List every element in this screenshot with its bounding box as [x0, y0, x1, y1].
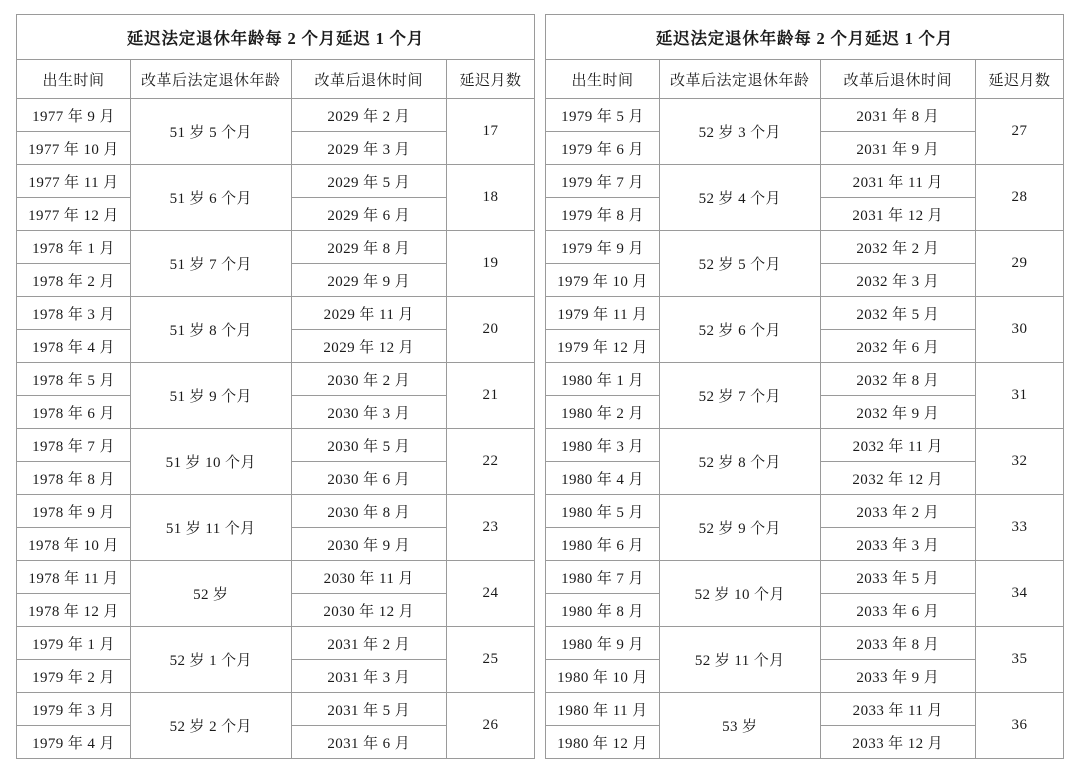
cell-retirement-date: 2029 年 2 月 — [291, 99, 446, 132]
table-row — [17, 429, 535, 462]
cell-retirement-date: 2031 年 2 月 — [291, 627, 446, 660]
cell-birth-date: 1980 年 5 月 — [546, 495, 660, 528]
table-row — [17, 99, 535, 132]
cell-retirement-date: 2030 年 9 月 — [291, 528, 446, 561]
table-row — [546, 495, 1064, 528]
cell-delay-months: 35 — [975, 627, 1063, 693]
cell-retirement-date: 2029 年 9 月 — [291, 264, 446, 297]
cell-delay-months: 26 — [446, 693, 534, 759]
cell-birth-date: 1978 年 12 月 — [17, 594, 131, 627]
cell-birth-date: 1978 年 6 月 — [17, 396, 131, 429]
cell-birth-date: 1979 年 7 月 — [546, 165, 660, 198]
cell-retirement-date: 2030 年 3 月 — [291, 396, 446, 429]
cell-retirement-age: 51 岁 8 个月 — [130, 297, 291, 363]
cell-retirement-age: 51 岁 9 个月 — [130, 363, 291, 429]
cell-retirement-age: 52 岁 1 个月 — [130, 627, 291, 693]
cell-retirement-date: 2032 年 8 月 — [820, 363, 975, 396]
column-header-retire-date: 改革后退休时间 — [820, 60, 975, 99]
cell-retirement-date: 2033 年 2 月 — [820, 495, 975, 528]
cell-retirement-age: 51 岁 11 个月 — [130, 495, 291, 561]
table-body-left — [17, 99, 535, 759]
table-row — [17, 495, 535, 528]
cell-retirement-date: 2033 年 9 月 — [820, 660, 975, 693]
cell-retirement-age: 52 岁 3 个月 — [659, 99, 820, 165]
cell-birth-date: 1979 年 11 月 — [546, 297, 660, 330]
table-row — [17, 297, 535, 330]
cell-retirement-age: 53 岁 — [659, 693, 820, 759]
retirement-table-left — [16, 14, 535, 759]
cell-retirement-date: 2033 年 11 月 — [820, 693, 975, 726]
cell-birth-date: 1978 年 5 月 — [17, 363, 131, 396]
cell-birth-date: 1979 年 5 月 — [546, 99, 660, 132]
table-title-row — [17, 15, 535, 60]
table-row — [17, 693, 535, 726]
table-head-left — [17, 15, 535, 99]
table-row — [17, 165, 535, 198]
table-row — [546, 99, 1064, 132]
cell-birth-date: 1978 年 8 月 — [17, 462, 131, 495]
cell-retirement-date: 2029 年 11 月 — [291, 297, 446, 330]
cell-birth-date: 1977 年 11 月 — [17, 165, 131, 198]
column-header-age: 改革后法定退休年龄 — [659, 60, 820, 99]
cell-delay-months: 27 — [975, 99, 1063, 165]
table-column-header-row — [546, 60, 1064, 99]
cell-retirement-age: 52 岁 11 个月 — [659, 627, 820, 693]
cell-delay-months: 32 — [975, 429, 1063, 495]
cell-retirement-date: 2032 年 6 月 — [820, 330, 975, 363]
retirement-table-left-wrap — [16, 14, 535, 756]
cell-retirement-date: 2030 年 11 月 — [291, 561, 446, 594]
table-row — [546, 297, 1064, 330]
table-row — [546, 363, 1064, 396]
cell-birth-date: 1979 年 1 月 — [17, 627, 131, 660]
cell-retirement-date: 2033 年 5 月 — [820, 561, 975, 594]
cell-retirement-date: 2031 年 11 月 — [820, 165, 975, 198]
cell-retirement-date: 2033 年 12 月 — [820, 726, 975, 759]
table-title: 延迟法定退休年龄每 2 个月延迟 1 个月 — [17, 15, 535, 60]
cell-delay-months: 20 — [446, 297, 534, 363]
cell-delay-months: 29 — [975, 231, 1063, 297]
cell-birth-date: 1979 年 12 月 — [546, 330, 660, 363]
cell-birth-date: 1979 年 2 月 — [17, 660, 131, 693]
cell-delay-months: 17 — [446, 99, 534, 165]
cell-retirement-age: 52 岁 — [130, 561, 291, 627]
cell-birth-date: 1979 年 9 月 — [546, 231, 660, 264]
cell-delay-months: 22 — [446, 429, 534, 495]
cell-retirement-date: 2029 年 12 月 — [291, 330, 446, 363]
cell-retirement-date: 2031 年 9 月 — [820, 132, 975, 165]
cell-birth-date: 1980 年 9 月 — [546, 627, 660, 660]
table-title-row — [546, 15, 1064, 60]
cell-delay-months: 24 — [446, 561, 534, 627]
table-column-header-row — [17, 60, 535, 99]
retirement-table-right — [545, 14, 1064, 759]
table-title: 延迟法定退休年龄每 2 个月延迟 1 个月 — [546, 15, 1064, 60]
cell-delay-months: 33 — [975, 495, 1063, 561]
cell-birth-date: 1979 年 6 月 — [546, 132, 660, 165]
cell-birth-date: 1980 年 10 月 — [546, 660, 660, 693]
table-row — [546, 561, 1064, 594]
cell-retirement-date: 2032 年 9 月 — [820, 396, 975, 429]
cell-birth-date: 1980 年 6 月 — [546, 528, 660, 561]
cell-retirement-date: 2032 年 11 月 — [820, 429, 975, 462]
cell-birth-date: 1980 年 11 月 — [546, 693, 660, 726]
column-header-birth: 出生时间 — [546, 60, 660, 99]
cell-delay-months: 18 — [446, 165, 534, 231]
column-header-age: 改革后法定退休年龄 — [130, 60, 291, 99]
cell-retirement-age: 51 岁 6 个月 — [130, 165, 291, 231]
cell-retirement-date: 2031 年 3 月 — [291, 660, 446, 693]
cell-birth-date: 1980 年 7 月 — [546, 561, 660, 594]
cell-retirement-date: 2032 年 2 月 — [820, 231, 975, 264]
cell-birth-date: 1979 年 8 月 — [546, 198, 660, 231]
table-row — [17, 363, 535, 396]
table-row — [546, 627, 1064, 660]
cell-birth-date: 1978 年 1 月 — [17, 231, 131, 264]
cell-retirement-age: 52 岁 10 个月 — [659, 561, 820, 627]
cell-retirement-age: 52 岁 4 个月 — [659, 165, 820, 231]
cell-retirement-date: 2032 年 3 月 — [820, 264, 975, 297]
cell-retirement-date: 2031 年 5 月 — [291, 693, 446, 726]
cell-birth-date: 1980 年 4 月 — [546, 462, 660, 495]
cell-retirement-date: 2029 年 3 月 — [291, 132, 446, 165]
cell-retirement-date: 2033 年 8 月 — [820, 627, 975, 660]
table-row — [546, 429, 1064, 462]
column-header-delay-months: 延迟月数 — [446, 60, 534, 99]
cell-delay-months: 25 — [446, 627, 534, 693]
cell-birth-date: 1977 年 9 月 — [17, 99, 131, 132]
cell-birth-date: 1979 年 4 月 — [17, 726, 131, 759]
cell-retirement-age: 52 岁 2 个月 — [130, 693, 291, 759]
cell-retirement-date: 2033 年 3 月 — [820, 528, 975, 561]
cell-delay-months: 19 — [446, 231, 534, 297]
cell-birth-date: 1979 年 3 月 — [17, 693, 131, 726]
cell-birth-date: 1978 年 9 月 — [17, 495, 131, 528]
cell-retirement-date: 2033 年 6 月 — [820, 594, 975, 627]
cell-retirement-date: 2030 年 8 月 — [291, 495, 446, 528]
cell-retirement-age: 52 岁 5 个月 — [659, 231, 820, 297]
cell-delay-months: 23 — [446, 495, 534, 561]
cell-retirement-age: 51 岁 7 个月 — [130, 231, 291, 297]
column-header-delay-months: 延迟月数 — [975, 60, 1063, 99]
cell-retirement-age: 52 岁 8 个月 — [659, 429, 820, 495]
cell-retirement-date: 2032 年 5 月 — [820, 297, 975, 330]
cell-delay-months: 28 — [975, 165, 1063, 231]
cell-retirement-date: 2030 年 5 月 — [291, 429, 446, 462]
cell-retirement-date: 2031 年 8 月 — [820, 99, 975, 132]
cell-birth-date: 1978 年 2 月 — [17, 264, 131, 297]
cell-birth-date: 1980 年 3 月 — [546, 429, 660, 462]
cell-birth-date: 1980 年 1 月 — [546, 363, 660, 396]
cell-birth-date: 1980 年 12 月 — [546, 726, 660, 759]
cell-retirement-date: 2029 年 5 月 — [291, 165, 446, 198]
cell-delay-months: 36 — [975, 693, 1063, 759]
cell-birth-date: 1978 年 3 月 — [17, 297, 131, 330]
cell-retirement-date: 2032 年 12 月 — [820, 462, 975, 495]
cell-retirement-date: 2030 年 12 月 — [291, 594, 446, 627]
column-header-retire-date: 改革后退休时间 — [291, 60, 446, 99]
table-body-right — [546, 99, 1064, 759]
cell-retirement-age: 51 岁 5 个月 — [130, 99, 291, 165]
cell-retirement-date: 2030 年 6 月 — [291, 462, 446, 495]
cell-birth-date: 1978 年 11 月 — [17, 561, 131, 594]
table-row — [17, 627, 535, 660]
cell-delay-months: 34 — [975, 561, 1063, 627]
cell-retirement-date: 2029 年 6 月 — [291, 198, 446, 231]
retirement-table-right-wrap — [545, 14, 1064, 756]
table-row — [546, 165, 1064, 198]
cell-retirement-date: 2029 年 8 月 — [291, 231, 446, 264]
cell-retirement-date: 2031 年 6 月 — [291, 726, 446, 759]
cell-delay-months: 30 — [975, 297, 1063, 363]
table-head-right — [546, 15, 1064, 99]
cell-delay-months: 21 — [446, 363, 534, 429]
cell-birth-date: 1979 年 10 月 — [546, 264, 660, 297]
column-header-birth: 出生时间 — [17, 60, 131, 99]
table-row — [17, 231, 535, 264]
cell-retirement-date: 2030 年 2 月 — [291, 363, 446, 396]
table-row — [17, 561, 535, 594]
cell-retirement-age: 52 岁 6 个月 — [659, 297, 820, 363]
cell-birth-date: 1980 年 8 月 — [546, 594, 660, 627]
cell-retirement-age: 52 岁 9 个月 — [659, 495, 820, 561]
table-row — [546, 231, 1064, 264]
cell-retirement-age: 52 岁 7 个月 — [659, 363, 820, 429]
cell-retirement-date: 2031 年 12 月 — [820, 198, 975, 231]
cell-birth-date: 1977 年 12 月 — [17, 198, 131, 231]
cell-birth-date: 1978 年 7 月 — [17, 429, 131, 462]
cell-delay-months: 31 — [975, 363, 1063, 429]
cell-birth-date: 1978 年 10 月 — [17, 528, 131, 561]
cell-retirement-age: 51 岁 10 个月 — [130, 429, 291, 495]
cell-birth-date: 1977 年 10 月 — [17, 132, 131, 165]
cell-birth-date: 1980 年 2 月 — [546, 396, 660, 429]
cell-birth-date: 1978 年 4 月 — [17, 330, 131, 363]
table-row — [546, 693, 1064, 726]
